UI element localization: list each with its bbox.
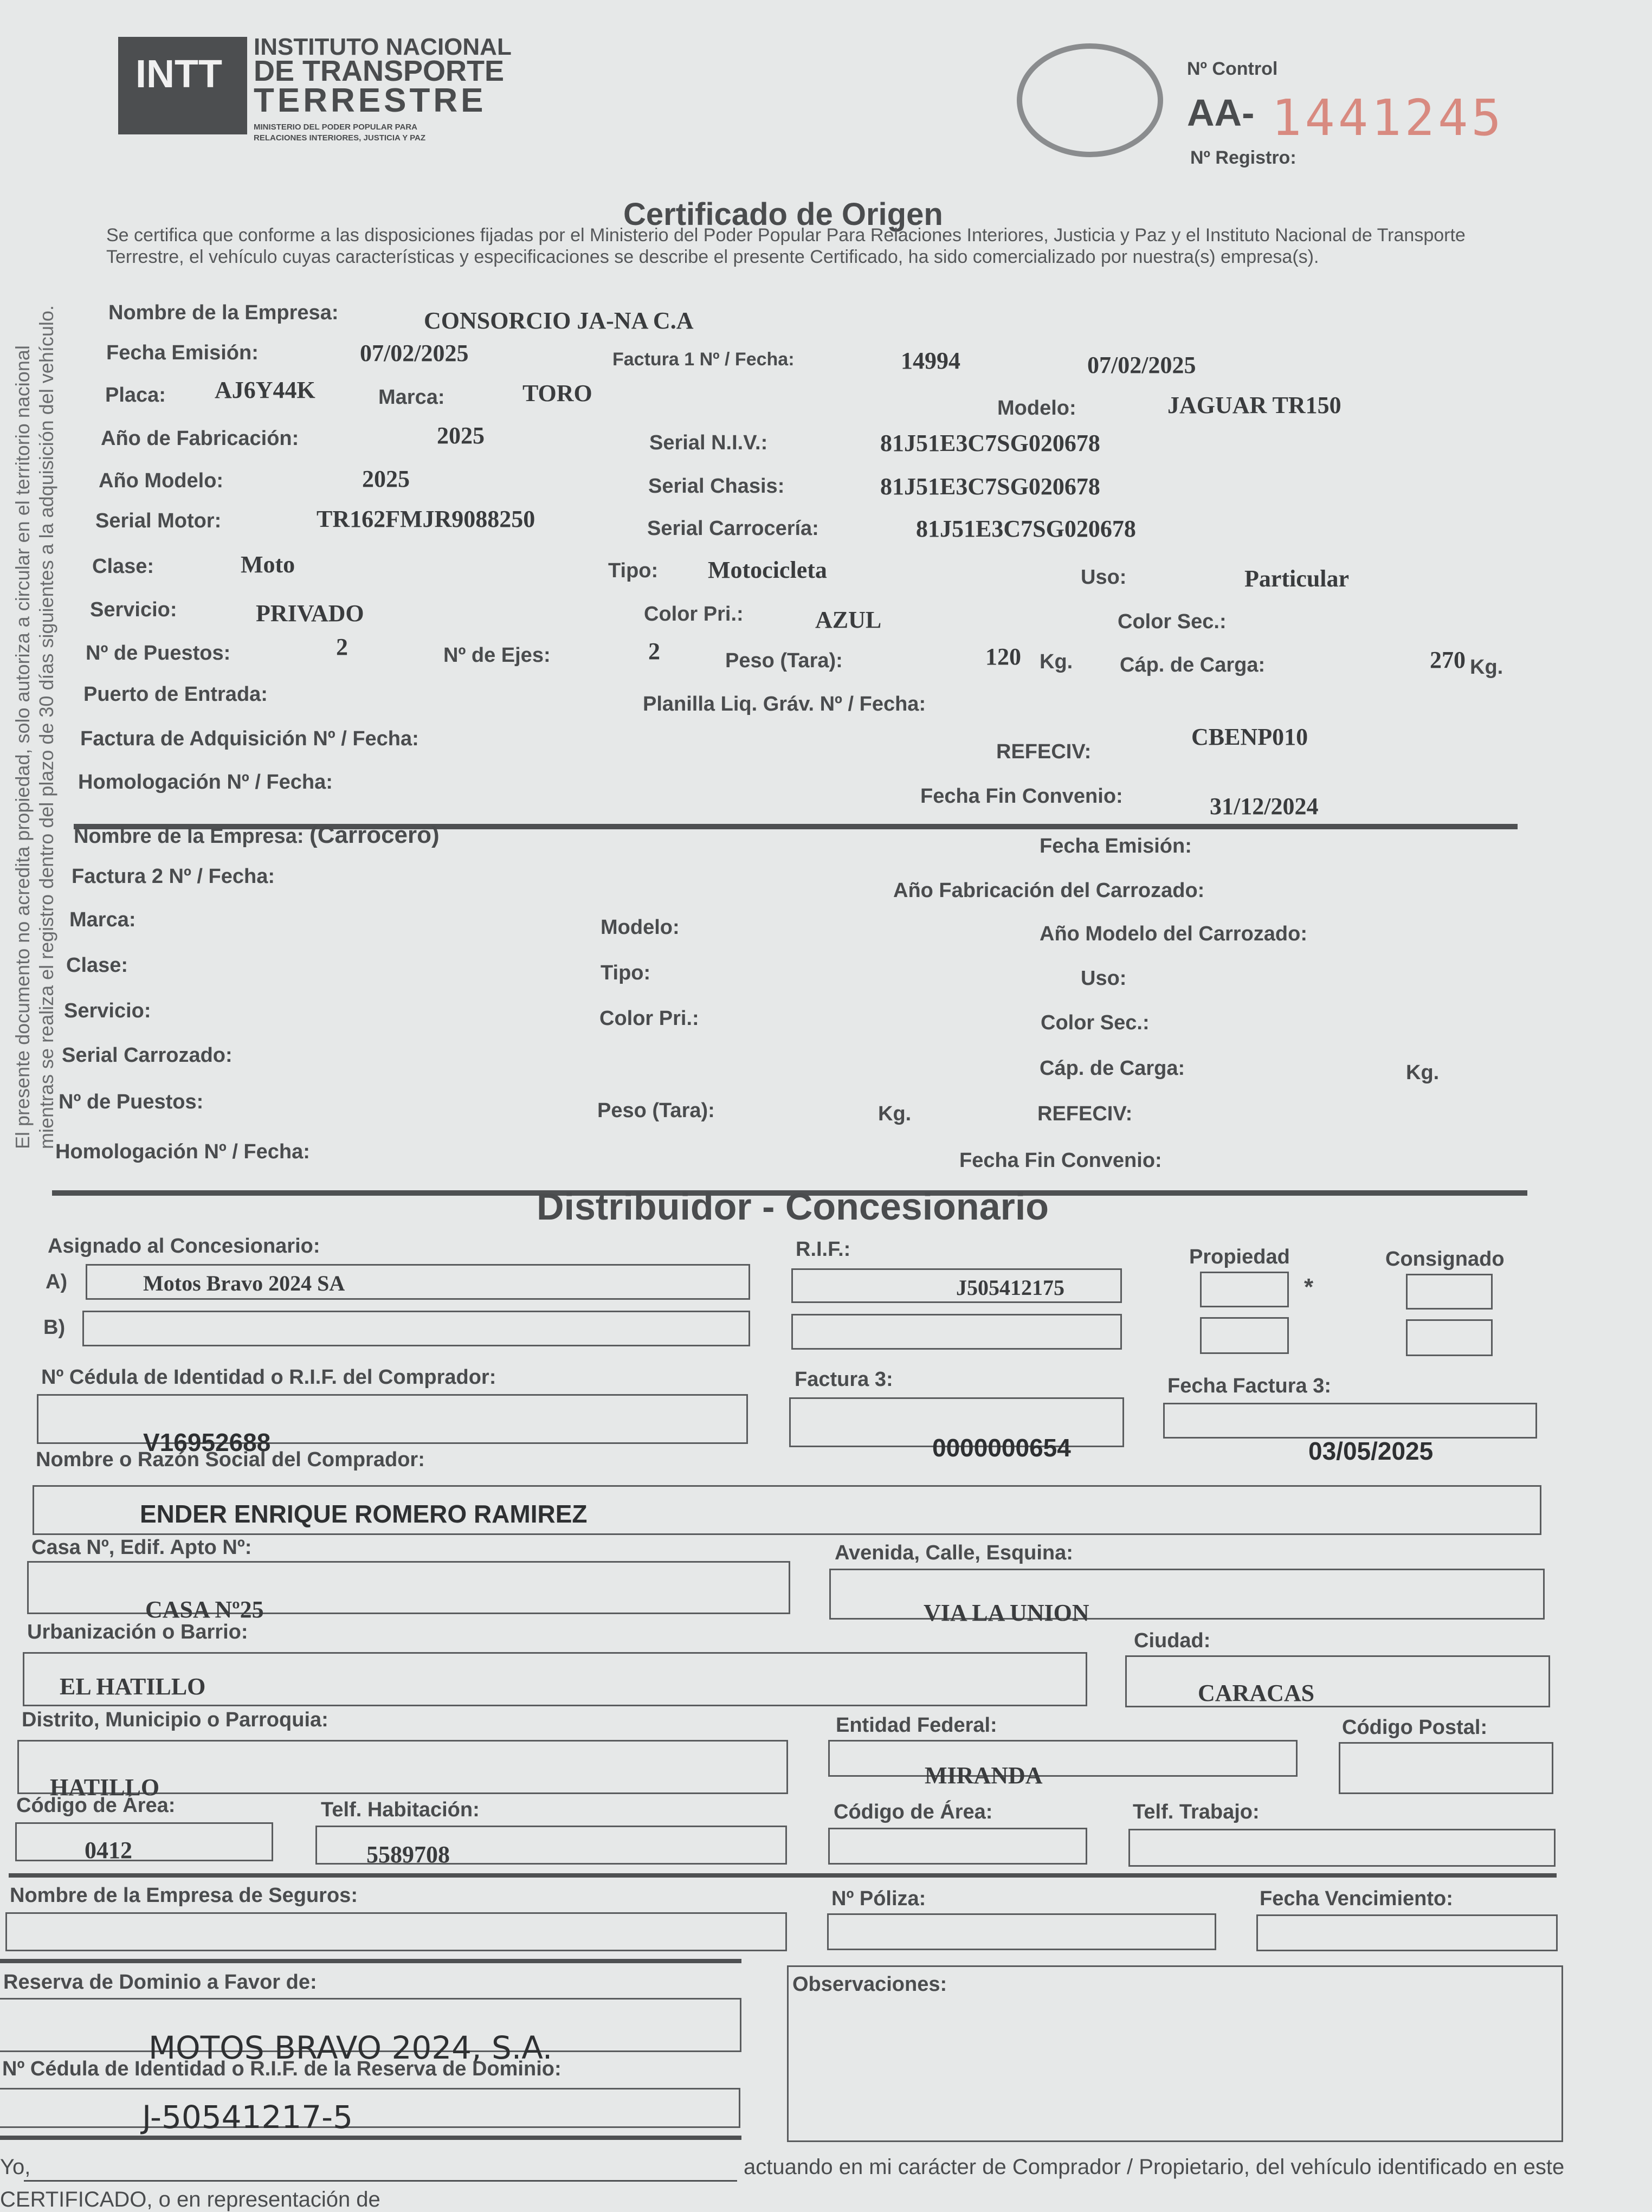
propiedad-b-checkbox[interactable] [1200, 1317, 1289, 1354]
carga-value: 270 [1430, 647, 1466, 673]
fecha-vencimiento-field[interactable] [1256, 1914, 1558, 1951]
marca-label: Marca: [378, 386, 445, 409]
section-divider-5 [0, 2136, 741, 2140]
codigo-area-value: 0412 [85, 1837, 132, 1863]
serial-niv-label: Serial N.I.V.: [649, 431, 768, 454]
refeciv-value: CBENP010 [1191, 724, 1308, 750]
consignado-label: Consignado [1385, 1248, 1505, 1271]
planilla-label: Planilla Liq. Gráv. Nº / Fecha: [643, 693, 926, 715]
carrocero-color-pri-label: Color Pri.: [599, 1007, 699, 1030]
color-pri-value: AZUL [815, 607, 882, 633]
fecha-emision-value: 07/02/2025 [360, 340, 469, 366]
telf-trabajo-label: Telf. Trabajo: [1133, 1801, 1260, 1823]
entidad-field[interactable] [828, 1740, 1298, 1777]
control-label: Nº Control [1187, 59, 1278, 79]
carga-unit: Kg. [1470, 656, 1503, 679]
ejes-label: Nº de Ejes: [443, 644, 551, 667]
placa-label: Placa: [105, 384, 166, 407]
registro-label: Nº Registro: [1190, 147, 1296, 168]
rif-label: R.I.F.: [796, 1238, 851, 1261]
color-pri-label: Color Pri.: [644, 603, 744, 625]
empresa-value: CONSORCIO JA-NA C.A [424, 307, 694, 334]
carrocero-anio-modelo-label: Año Modelo del Carrozado: [1040, 923, 1307, 945]
fact-adq-label: Factura de Adquisición Nº / Fecha: [80, 727, 419, 750]
urbanizacion-value: EL HATILLO [60, 1673, 206, 1700]
anio-modelo-value: 2025 [362, 466, 410, 492]
reserva-cedula-label: Nº Cédula de Identidad o R.I.F. de la Reserva de Dominio: [2, 2058, 562, 2080]
reserva-cedula-field[interactable] [0, 2088, 740, 2128]
fecha-factura3-field[interactable] [1163, 1403, 1537, 1439]
ministry-line-1: MINISTERIO DEL PODER POPULAR PARA [254, 122, 417, 132]
anio-modelo-label: Año Modelo: [99, 469, 224, 492]
footer-name-line [24, 2180, 737, 2182]
nombre-comprador-value: ENDER ENRIQUE ROMERO RAMIREZ [140, 1500, 588, 1528]
cedula-comprador-label: Nº Cédula de Identidad o R.I.F. del Comprador: [41, 1366, 496, 1389]
peso-unit: Kg. [1040, 650, 1073, 673]
side-note [11, 304, 59, 1149]
nombre-comprador-label: Nombre o Razón Social del Comprador: [36, 1448, 425, 1471]
row-b-label: B) [43, 1316, 66, 1339]
tipo-label: Tipo: [608, 559, 659, 582]
color-sec-label: Color Sec.: [1118, 610, 1227, 633]
control-prefix: AA- [1187, 92, 1255, 134]
concesionario-b-field[interactable] [82, 1311, 750, 1346]
carrocero-anio-fab-label: Año Fabricación del Carrozado: [893, 879, 1205, 902]
carrocero-carga-unit: Kg. [1406, 1061, 1440, 1084]
casa-field[interactable] [27, 1561, 790, 1614]
carga-label: Cáp. de Carga: [1120, 654, 1266, 676]
footer-yo: Yo, [0, 2155, 31, 2179]
telf-habitacion-label: Telf. Habitación: [321, 1798, 480, 1821]
marca-value: TORO [522, 380, 592, 407]
row-a-label: A) [46, 1271, 68, 1293]
carrocero-uso-label: Uso: [1081, 967, 1127, 990]
peso-label: Peso (Tara): [725, 649, 843, 672]
org-line-2: DE TRANSPORTE [254, 55, 505, 87]
carrocero-homologacion-label: Homologación Nº / Fecha: [55, 1140, 310, 1163]
fecha-emision-label: Fecha Emisión: [106, 341, 259, 364]
codigo-area-field[interactable] [15, 1822, 273, 1861]
seguros-empresa-field[interactable] [5, 1912, 787, 1951]
concesionario-a-value: Motos Bravo 2024 SA [143, 1271, 345, 1295]
cedula-comprador-value: V16952688 [143, 1428, 271, 1456]
carrocero-modelo-label: Modelo: [601, 916, 680, 939]
carrocero-servicio-label: Servicio: [64, 999, 151, 1022]
casa-value: CASA Nº25 [145, 1596, 264, 1623]
casa-label: Casa Nº, Edif. Apto Nº: [31, 1536, 252, 1559]
section-divider-3 [9, 1873, 1557, 1878]
puestos-value: 2 [336, 634, 348, 660]
entidad-label: Entidad Federal: [836, 1714, 997, 1737]
factura1-number: 14994 [901, 347, 960, 374]
factura1-label: Factura 1 Nº / Fecha: [612, 349, 795, 370]
serial-carroceria-label: Serial Carrocería: [647, 517, 819, 540]
codigo-postal-field[interactable] [1339, 1742, 1553, 1794]
entidad-value: MIRANDA [925, 1762, 1043, 1789]
propiedad-label: Propiedad [1189, 1246, 1290, 1268]
serial-niv-value: 81J51E3C7SG020678 [880, 430, 1100, 456]
fecha-factura3-label: Fecha Factura 3: [1167, 1375, 1331, 1397]
consignado-a-checkbox[interactable] [1406, 1274, 1493, 1310]
asignado-label: Asignado al Concesionario: [48, 1235, 320, 1257]
carrocero-refeciv-label: REFECIV: [1037, 1102, 1133, 1125]
carrocero-puestos-label: Nº de Puestos: [59, 1091, 204, 1113]
avenida-value: VIA LA UNION [924, 1600, 1089, 1626]
fin-convenio-label: Fecha Fin Convenio: [920, 785, 1123, 808]
codigo-area-2-field[interactable] [828, 1828, 1087, 1865]
carrocero-peso-unit: Kg. [878, 1102, 912, 1125]
document-title: Certificado de Origen [623, 197, 943, 232]
clase-label: Clase: [92, 555, 154, 578]
poliza-field[interactable] [827, 1913, 1216, 1950]
carrocero-serial-label: Serial Carrozado: [62, 1044, 233, 1067]
footer-text: actuando en mi carácter de Comprador / Propietario, del vehículo identificado en este [744, 2155, 1565, 2179]
distrito-value: HATILLO [50, 1774, 160, 1801]
distribuidor-title: Distribuidor - Concesionario [537, 1185, 1049, 1228]
fecha-factura3-value: 03/05/2025 [1308, 1437, 1434, 1465]
avenida-label: Avenida, Calle, Esquina: [835, 1542, 1073, 1564]
uso-value: Particular [1244, 565, 1350, 592]
fecha-vencimiento-label: Fecha Vencimiento: [1260, 1887, 1453, 1910]
clase-value: Moto [241, 551, 295, 578]
ejes-value: 2 [648, 638, 660, 665]
urbanizacion-label: Urbanización o Barrio: [27, 1621, 248, 1643]
codigo-area-label: Código de Área: [16, 1794, 176, 1817]
fin-convenio-value: 31/12/2024 [1210, 793, 1319, 820]
intt-logo-text: INTT [135, 53, 222, 96]
factura3-label: Factura 3: [795, 1368, 893, 1391]
ciudad-label: Ciudad: [1134, 1629, 1211, 1652]
org-line-1: INSTITUTO NACIONAL [254, 34, 512, 60]
ministry-line-2: RELACIONES INTERIORES, JUSTICIA Y PAZ [254, 133, 425, 143]
ministry-seal-icon [1017, 43, 1163, 157]
serial-chasis-value: 81J51E3C7SG020678 [880, 473, 1100, 500]
serial-motor-value: TR162FMJR9088250 [317, 506, 535, 532]
modelo-value: JAGUAR TR150 [1167, 392, 1341, 418]
telf-habitacion-value: 5589708 [366, 1841, 450, 1868]
carrocero-peso-label: Peso (Tara): [597, 1099, 715, 1122]
intro-text: Se certifica que conforme a las disposiciones fijadas por el Ministerio del Poder Popular Para Relaciones Interiores, Justicia y Paz y el Instituto Nacional de Transporte Terrestre, el vehículo cuyas características y especificaciones se describe el presente Certificado, ha sido comercializado por nuestra(s) empresa(s). [106, 225, 1466, 267]
carrocero-fin-convenio-label: Fecha Fin Convenio: [959, 1149, 1162, 1172]
modelo-label: Modelo: [997, 397, 1076, 420]
distrito-label: Distrito, Municipio o Parroquia: [22, 1708, 328, 1731]
section-divider-4 [0, 1959, 741, 1963]
placa-value: AJ6Y44K [215, 377, 315, 403]
empresa-label: Nombre de la Empresa: [108, 301, 339, 324]
ciudad-field[interactable] [1125, 1655, 1550, 1707]
rif-a-value: J505412175 [956, 1275, 1064, 1300]
tipo-value: Motocicleta [708, 557, 827, 583]
factura3-value: 0000000654 [932, 1434, 1071, 1462]
seguros-empresa-label: Nombre de la Empresa de Seguros: [10, 1884, 358, 1907]
puerto-label: Puerto de Entrada: [83, 683, 268, 706]
factura1-date: 07/02/2025 [1087, 352, 1196, 378]
reserva-cedula-value: J-50541217-5 [142, 2099, 353, 2136]
factura2-label: Factura 2 Nº / Fecha: [72, 865, 275, 888]
control-number: 1441245 [1272, 89, 1505, 147]
carrocero-tipo-label: Tipo: [601, 962, 651, 984]
carrocero-empresa-label: Nombre de la Empresa: (Carrocero) [74, 822, 440, 848]
servicio-value: PRIVADO [256, 600, 364, 627]
reserva-label: Reserva de Dominio a Favor de: [3, 1971, 317, 1994]
ciudad-value: CARACAS [1198, 1680, 1315, 1706]
side-note-line-1: El presente documento no acredita propiedad, solo autoriza a circular en el territorio nacional [11, 345, 34, 1149]
propiedad-a-checkbox[interactable] [1200, 1272, 1289, 1307]
anio-fab-value: 2025 [437, 422, 485, 449]
org-line-3: TERRESTRE [254, 82, 487, 119]
anio-fab-label: Año de Fabricación: [101, 427, 299, 450]
codigo-area-2-label: Código de Área: [834, 1801, 993, 1823]
carrocero-fecha-emision-label: Fecha Emisión: [1040, 835, 1192, 857]
serial-chasis-label: Serial Chasis: [648, 475, 785, 498]
observaciones-label: Observaciones: [792, 1973, 947, 1996]
propiedad-asterisk: * [1304, 1274, 1314, 1300]
uso-label: Uso: [1081, 566, 1127, 589]
homologacion-label: Homologación Nº / Fecha: [78, 771, 333, 794]
carrocero-color-sec-label: Color Sec.: [1041, 1011, 1150, 1034]
telf-trabajo-field[interactable] [1128, 1829, 1556, 1867]
side-note-line-2: mientras se realiza el registro dentro del plazo de 30 días siguientes a la adquisición del vehículo. [35, 305, 57, 1149]
peso-value: 120 [985, 643, 1021, 670]
poliza-label: Nº Póliza: [831, 1887, 926, 1910]
footer-text-2: CERTIFICADO, o en representación de [0, 2188, 380, 2211]
serial-motor-label: Serial Motor: [95, 510, 222, 532]
puestos-label: Nº de Puestos: [86, 642, 231, 665]
rif-b-field[interactable] [791, 1314, 1122, 1350]
serial-carroceria-value: 81J51E3C7SG020678 [916, 515, 1136, 542]
refeciv-label: REFECIV: [996, 740, 1092, 763]
servicio-label: Servicio: [90, 598, 177, 621]
carrocero-marca-label: Marca: [69, 908, 136, 931]
carrocero-carga-label: Cáp. de Carga: [1040, 1057, 1185, 1080]
reserva-value: MOTOS BRAVO 2024, S.A. [149, 2029, 553, 2066]
codigo-postal-label: Código Postal: [1342, 1716, 1488, 1739]
carrocero-clase-label: Clase: [66, 954, 128, 977]
consignado-b-checkbox[interactable] [1406, 1319, 1493, 1356]
